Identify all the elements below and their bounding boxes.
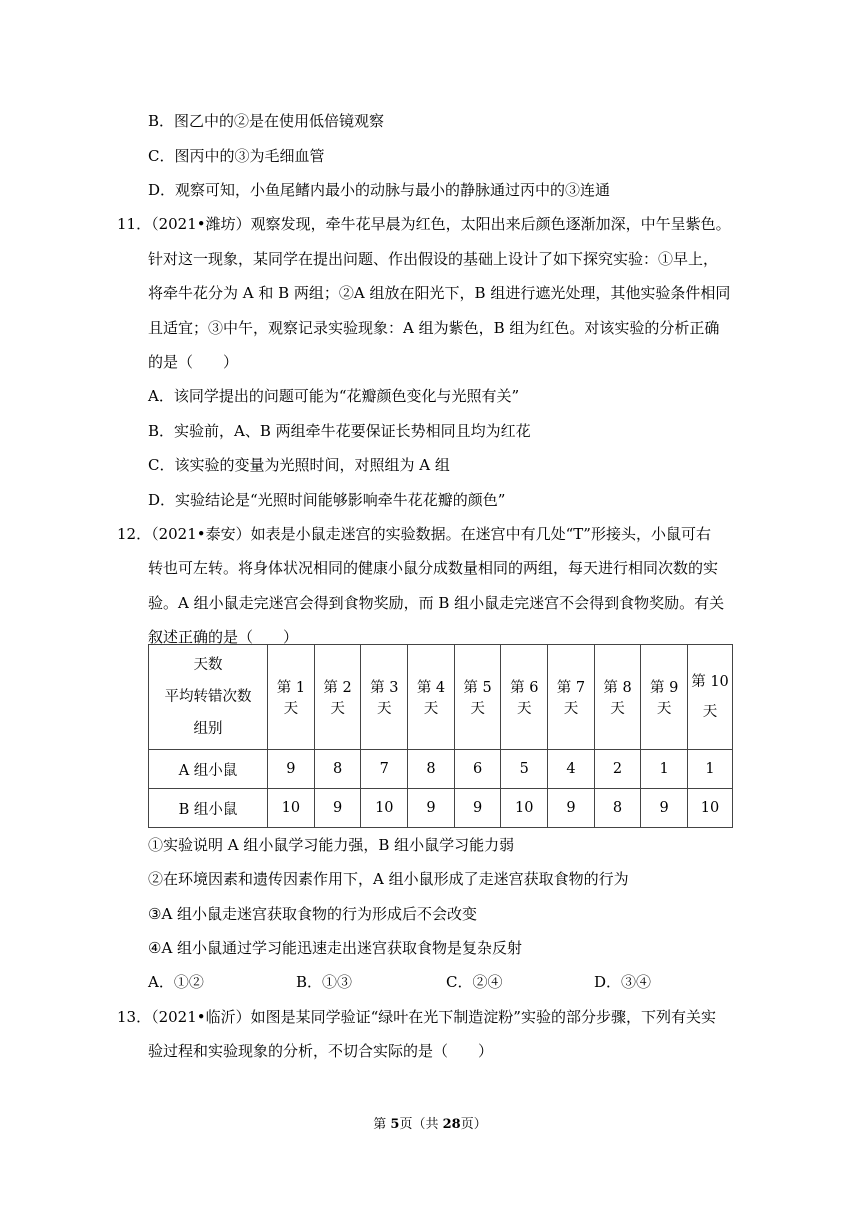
table-row-group-b	[149, 789, 733, 828]
table-cell: 10	[361, 789, 408, 828]
day-header: 第 2 天	[314, 645, 361, 750]
table-cell: 4	[548, 750, 595, 789]
footer-suffix: 页）	[460, 1117, 487, 1132]
q11-option-a: A．该同学提出的问题可能为“花瓣颜色变化与光照有关”	[148, 387, 520, 405]
q11-stem-line: 且适宜；③中午，观察记录实验现象：A 组为紫色，B 组为红色。对该实验的分析正确	[148, 319, 720, 337]
table-cell: 10	[501, 789, 548, 828]
q12-statement-1: ①实验说明 A 组小鼠学习能力强，B 组小鼠学习能力弱	[148, 836, 515, 854]
footer-total-pages: 28	[442, 1117, 461, 1132]
page-footer	[0, 1113, 860, 1132]
q12-stem-line: 12．（2021•泰安）如表是小鼠走迷宫的实验数据。在迷宫中有几处“T”形接头，小鼠可右	[117, 525, 711, 543]
q12-statement-2: ②在环境因素和遗传因素作用下，A 组小鼠形成了走迷宫获取食物的行为	[148, 870, 629, 888]
q12-choice-d: D．③④	[594, 973, 652, 991]
q11-stem-line: 的是（ ）	[148, 353, 239, 371]
table-cell: 9	[548, 789, 595, 828]
q11-option-c: C．该实验的变量为光照时间，对照组为 A 组	[148, 456, 450, 474]
table-cell: 9	[408, 789, 455, 828]
day-header: 第 10 天	[688, 645, 733, 750]
q10-option-c: C．图丙中的③为毛细血管	[148, 147, 325, 165]
group-label: A 组小鼠	[149, 750, 268, 789]
q12-choice-c: C．②④	[446, 973, 503, 991]
q11-option-d: D．实验结论是“光照时间能够影响牵牛花花瓣的颜色”	[148, 491, 506, 509]
q11-stem-line: 11．（2021•潍坊）观察发现，牵牛花早晨为红色，太阳出来后颜色逐渐加深，中午呈紫色。	[117, 215, 731, 233]
table-cell: 9	[268, 750, 315, 789]
table-row-group-a	[149, 750, 733, 789]
day-header: 第 3 天	[361, 645, 408, 750]
q11-stem-line: 将牵牛花分为 A 和 B 两组；②A 组放在阳光下，B 组进行遮光处理，其他实验条件相同	[148, 284, 731, 302]
table-cell: 6	[454, 750, 501, 789]
corner-label-errors: 平均转错次数	[164, 689, 252, 705]
day-header: 第 5 天	[454, 645, 501, 750]
table-cell: 5	[501, 750, 548, 789]
corner-header-cell	[149, 645, 268, 750]
table-cell: 1	[688, 750, 733, 789]
q11-option-b: B．实验前，A、B 两组牵牛花要保证长势相同且均为红花	[148, 422, 531, 440]
table-cell: 8	[594, 789, 641, 828]
q12-stem-line: 叙述正确的是（ ）	[148, 628, 299, 646]
table-cell: 1	[641, 750, 688, 789]
footer-mid: 页（共	[399, 1117, 443, 1132]
day-header: 第 6 天	[501, 645, 548, 750]
day-header: 第 9 天	[641, 645, 688, 750]
corner-label-days: 天数	[193, 657, 223, 673]
q12-stem-line: 转也可左转。将身体状况相同的健康小鼠分成数量相同的两组，每天进行相同次数的实	[148, 559, 719, 577]
table-cell: 10	[268, 789, 315, 828]
footer-page-number: 5	[390, 1117, 400, 1132]
table-cell: 9	[314, 789, 361, 828]
table-header-row	[149, 645, 733, 750]
table-cell: 9	[641, 789, 688, 828]
day-header: 第 1 天	[268, 645, 315, 750]
table-cell: 8	[314, 750, 361, 789]
q12-choice-a: A．①②	[148, 973, 204, 991]
footer-prefix: 第	[373, 1117, 391, 1132]
q13-stem-line: 13．（2021•临沂）如图是某同学验证“绿叶在光下制造淀粉”实验的部分步骤，下列有关实	[117, 1008, 716, 1026]
q10-option-b: B．图乙中的②是在使用低倍镜观察	[148, 112, 385, 130]
q12-stem-line: 验。A 组小鼠走完迷宫会得到食物奖励，而 B 组小鼠走完迷宫不会得到食物奖励。有关	[148, 594, 725, 612]
maze-data-table	[148, 644, 733, 828]
day-header: 第 4 天	[408, 645, 455, 750]
table-cell: 10	[688, 789, 733, 828]
table-cell: 8	[408, 750, 455, 789]
q11-stem-line: 针对这一现象，某同学在提出问题、作出假设的基础上设计了如下探究实验：①早上，	[148, 250, 719, 268]
q12-statement-4: ④A 组小鼠通过学习能迅速走出迷宫获取食物是复杂反射	[148, 939, 523, 957]
group-label: B 组小鼠	[149, 789, 268, 828]
table-cell: 7	[361, 750, 408, 789]
q13-stem-line: 验过程和实验现象的分析，不切合实际的是（ ）	[148, 1042, 494, 1060]
day-header: 第 7 天	[548, 645, 595, 750]
day-header: 第 8 天	[594, 645, 641, 750]
table-cell: 2	[594, 750, 641, 789]
q12-statement-3: ③A 组小鼠走迷宫获取食物的行为形成后不会改变	[148, 905, 478, 923]
q10-option-d: D．观察可知，小鱼尾鳍内最小的动脉与最小的静脉通过丙中的③连通	[148, 181, 611, 199]
q12-choice-b: B．①③	[296, 973, 353, 991]
corner-label-group: 组别	[193, 721, 223, 737]
table-cell: 9	[454, 789, 501, 828]
